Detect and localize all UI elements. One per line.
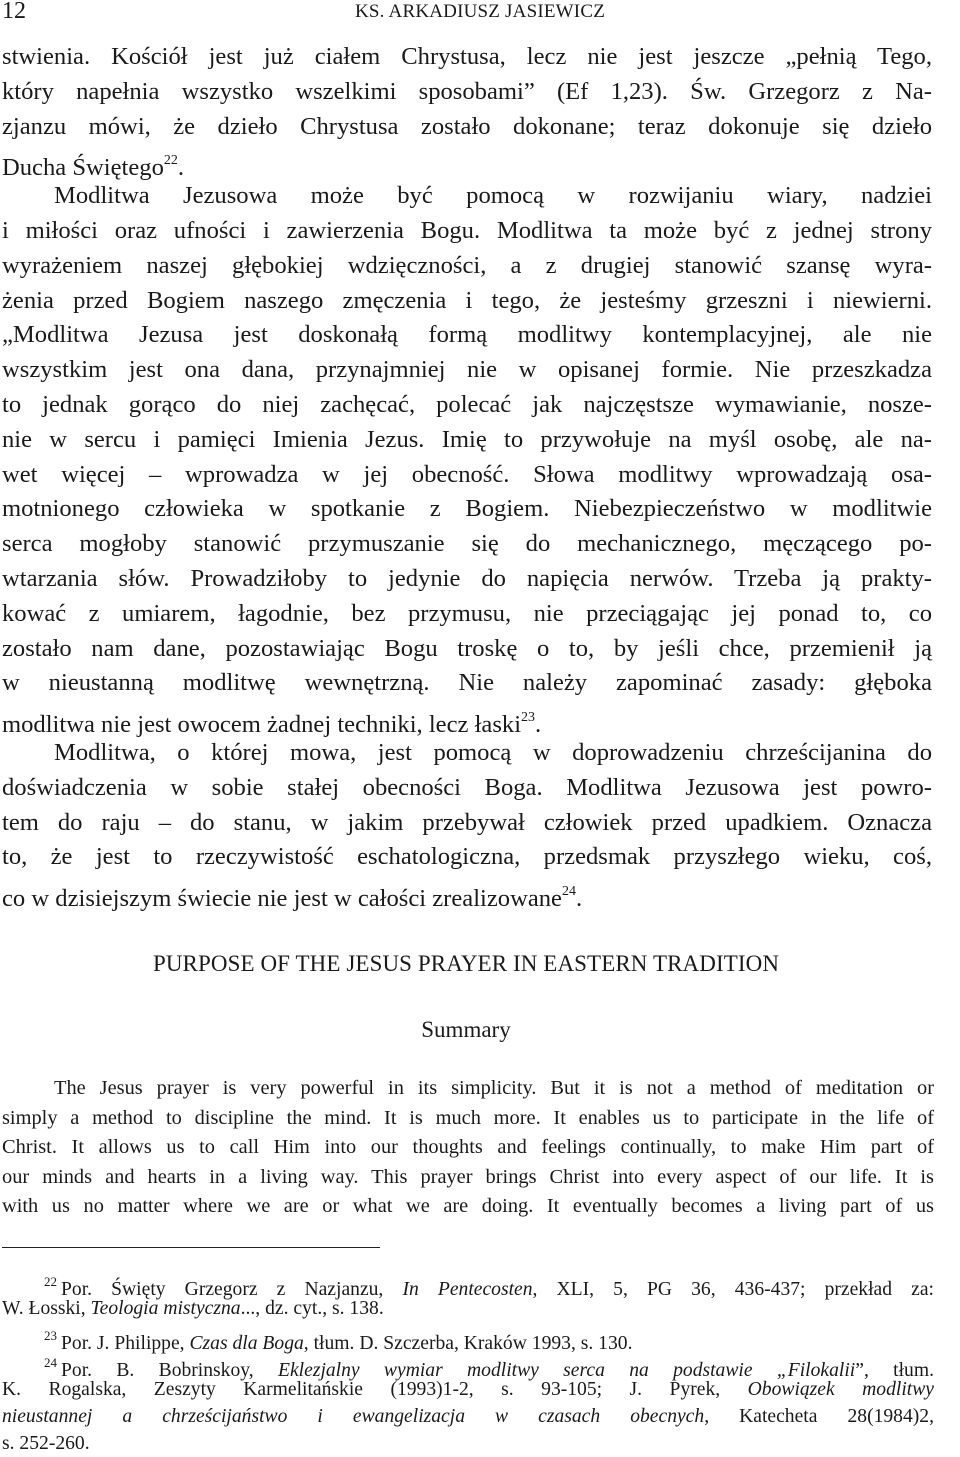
body-line [2, 562, 932, 597]
body-line [2, 75, 932, 110]
footnote-text: s. 252-260. [2, 1433, 90, 1454]
body-line [2, 840, 932, 875]
footnote-text: ”, tłum. [855, 1360, 934, 1381]
footnote-ref: 24 [561, 884, 576, 900]
summary-line: simply a method to discipline the mind. It is much more. It enables us to participate in the life of [2, 1106, 934, 1129]
summary-line: The Jesus prayer is very powerful in its simplicity. But it is not a method of meditation or [54, 1077, 934, 1099]
body-line [2, 492, 932, 527]
footnote-text: , tłum. D. Szczerba, Kraków 1993, s. 130. [303, 1333, 633, 1354]
body-line [2, 806, 932, 841]
body-line-text: „Modlitwa Jezusa jest doskonałą formą modlitwy kontemplacyjnej, ale nie [2, 321, 932, 349]
body-line [2, 179, 932, 214]
body-line-text: i miłości oraz ufności i zawierzenia Bogu. Modlitwa ta może być z jednej strony [2, 216, 932, 244]
footnote-text: K. Rogalska, Zeszyty Karmelitańskie (1993)1-2, s. 93-105; J. Pyrek, [2, 1379, 748, 1400]
footnote-24-cont [2, 1376, 934, 1403]
body-line [2, 666, 932, 701]
body-line-text: co w dzisiejszym świecie nie jest w całości zrealizowane [2, 885, 562, 913]
running-head: KS. ARKADIUSZ JASIEWICZ [354, 1, 606, 22]
body-line-text: wyrażeniem naszej głębokiej wdzięczności, a z drugiej stanowić szansę wyra- [2, 251, 932, 279]
body-line-text: to, że jest to rzeczywistość eschatologiczna, przedsmak przyszłego wieku, coś, [2, 843, 932, 871]
body-line-text: zostało nam dane, pozostawiając Bogu troskę o to, by jeśli chce, przemienił ją [2, 634, 932, 662]
body-line [2, 388, 932, 423]
section-title: PURPOSE OF THE JESUS PRAYER IN EASTERN TRADITION [152, 951, 780, 976]
footnote-title: Czas dla Boga [189, 1333, 304, 1354]
footnote-title: Teologia mistyczna [90, 1298, 241, 1319]
summary-line: Christ. It allows us to call Him into our thoughts and feelings continually, to make Him part of [2, 1136, 934, 1158]
body-line-text: kować z umiarem, łagodnie, bez przymusu, nie przeciągając jej ponad to, co [2, 599, 932, 627]
footnote-number: 24 [44, 1355, 57, 1370]
body-line-text: wtarzania słów. Prowadziłoby to jedynie do napięcia nerwów. Trzeba ją prakty- [2, 564, 932, 592]
footnote-ref: 23 [521, 710, 536, 726]
body-line-text: . [177, 154, 185, 182]
footnote-24-cont [2, 1430, 934, 1457]
footnote-text: , Katecheta 28(1984)2, [704, 1406, 935, 1427]
page-number: 12 [2, 0, 26, 24]
body-line-text: doświadczenia w sobie stałej obecności Boga. Modlitwa Jezusowa jest powro- [2, 773, 932, 801]
body-line-text: stwienia. Kościół jest już ciałem Chrystusa, lecz nie jest jeszcze „pełnią Tego, [2, 43, 932, 70]
body-line-text: wszystkim jest ona dana, przynajmniej nie w opisanej formie. Nie przeszkadza [2, 356, 932, 384]
body-line-text: . [535, 711, 542, 739]
body-line [2, 701, 932, 739]
footnote-22 [2, 1268, 934, 1300]
body-line-text: Ducha Świętego [2, 154, 164, 182]
body-line-text: Modlitwa, o której mowa, jest pomocą w doprowadzeniu chrześcijanina do [54, 738, 932, 766]
body-line [2, 40, 932, 75]
footnote-text: ..., dz. cyt., s. 138. [240, 1298, 384, 1319]
footnote-text: W. Łosski, [2, 1298, 91, 1319]
footnote-ref: 22 [163, 153, 178, 169]
footnotes [2, 1268, 934, 1457]
body-line [2, 214, 932, 249]
body-line [2, 110, 932, 145]
footnote-24-cont [2, 1403, 934, 1430]
footnote-23 [2, 1322, 934, 1354]
body-line [2, 284, 932, 319]
body-line-text: tem do raju – do stanu, w jakim przebywał człowiek przed upadkiem. Oznacza [2, 808, 932, 836]
footnote-24 [2, 1349, 934, 1381]
body-line [2, 353, 932, 388]
body-line [2, 875, 932, 913]
body-line [2, 632, 932, 667]
body-line [2, 736, 932, 771]
page-header [0, 0, 960, 24]
footnote-rule [2, 1247, 380, 1248]
body-line [2, 318, 932, 353]
body-line [2, 527, 932, 562]
footnote-title: In Pentecosten [402, 1279, 533, 1300]
footnote-number: 23 [44, 1328, 57, 1343]
body-line-text: motnionego człowieka w spotkanie z Bogiem. Niebezpieczeństwo w modlitwie [2, 495, 932, 523]
body-line-text: w nieustanną modlitwę wewnętrzną. Nie należy zapominać zasady: głęboka [2, 669, 932, 697]
footnote-text: Por. B. Bobrinskoy, [61, 1360, 279, 1381]
body-line-text: nie w sercu i pamięci Imienia Jezus. Imię to przywołuje na myśl osobę, ale na- [2, 425, 932, 453]
summary-text [2, 1074, 934, 1222]
body-line-text: Modlitwa Jezusowa może być pomocą w rozwijaniu wiary, nadziei [54, 182, 932, 210]
body-line [2, 458, 932, 493]
body-line [2, 144, 932, 182]
body-line [2, 597, 932, 632]
summary-heading: Summary [421, 1017, 511, 1042]
body-line [2, 771, 932, 806]
body-line [2, 423, 932, 458]
body-line-text: serca mogłoby stanowić przymuszanie się do mechanicznego, męczącego po- [2, 530, 932, 558]
body-line-text: modlitwa nie jest owocem żadnej techniki, lecz łaski [2, 711, 522, 739]
body-line-text: . [575, 885, 583, 913]
summary-line: with us no matter where we are or what we are doing. It eventually becomes a living part of us [2, 1195, 934, 1217]
body-line-text: to jednak gorąco do niej zachęcać, polecać jak najczęstsze wymawianie, nosze- [2, 390, 932, 418]
summary-line: our minds and hearts in a living way. This prayer brings Christ into every aspect of our life. It is [2, 1165, 934, 1188]
footnote-title: nieustannej a chrześcijaństwo i ewangelizacja w czasach obecnych [2, 1406, 705, 1427]
body-line-text: żenia przed Bogiem naszego zmęczenia i tego, że jesteśmy grzeszni i niewierni. [2, 286, 932, 314]
footnote-text: Por. Święty Grzegorz z Nazjanzu, [61, 1279, 403, 1300]
footnote-text: , XLI, 5, PG 36, 436-437; przekład za: [532, 1279, 934, 1300]
body-line-text: wet więcej – wprowadza w jej obecność. Słowa modlitwy wprowadzają osa- [2, 460, 932, 488]
body-line [2, 249, 932, 284]
footnote-title: Obowiązek modlitwy [747, 1379, 934, 1400]
footnote-number: 22 [44, 1274, 57, 1289]
body-line-text: zjanzu mówi, że dzieło Chrystusa zostało dokonane; teraz dokonuje się dzieło [2, 112, 932, 140]
body-line-text: który napełnia wszystko wszelkimi sposobami” (Ef 1,23). Św. Grzegorz z Na- [2, 77, 932, 105]
body-text [2, 40, 932, 913]
footnote-text: Por. J. Philippe, [61, 1333, 190, 1354]
footnote-title: Eklezjalny wymiar modlitwy serca na podstawie „Filokalii [278, 1360, 856, 1381]
